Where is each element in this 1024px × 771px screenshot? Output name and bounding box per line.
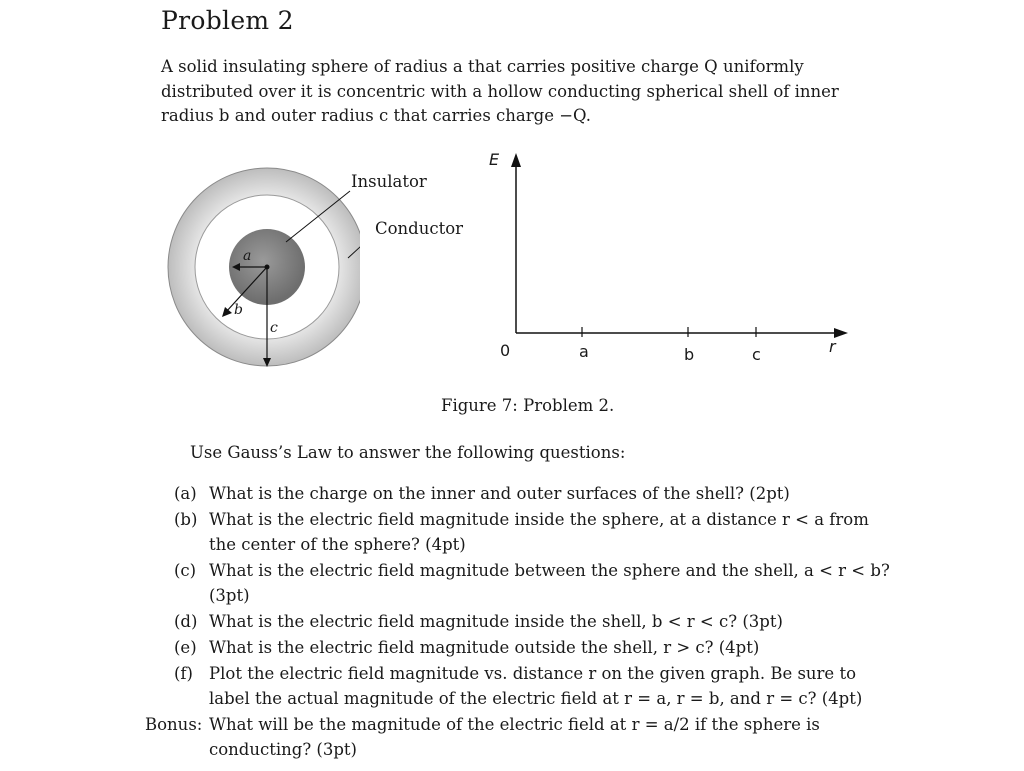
question-text: What is the electric field magnitude inside the sphere, at a distance r < a from the center of the sphere? (4pt) <box>209 510 869 554</box>
question-label: Bonus: <box>145 715 203 734</box>
radius-c-label: c <box>270 320 278 336</box>
question-label: (b) <box>174 510 198 529</box>
instructions: Use Gauss’s Law to answer the following questions: <box>190 443 626 462</box>
radius-a-label: a <box>243 248 252 264</box>
problem-title: Problem 2 <box>161 6 294 35</box>
question-text: What is the electric field magnitude outside the shell, r > c? (4pt) <box>209 638 760 657</box>
x-axis-label: r <box>829 337 836 356</box>
tick-label-c: c <box>752 345 761 364</box>
sphere-diagram <box>160 160 360 375</box>
y-axis-label: E <box>489 150 500 169</box>
problem-statement: A solid insulating sphere of radius a that carries positive charge Q uniformly distributed over it is concentric with a hollow conducting spherical shell of inner radius b and outer radius c that carries charge −Q. <box>161 57 839 125</box>
field-graph <box>480 145 860 345</box>
figure-caption: Figure 7: Problem 2. <box>441 396 615 415</box>
tick-label-a: a <box>579 342 589 361</box>
question-label: (c) <box>174 561 197 580</box>
question-text: What will be the magnitude of the electric field at r = a/2 if the sphere is conducting? (3pt) <box>209 715 820 759</box>
question-label: (d) <box>174 612 198 631</box>
question-text: Plot the electric field magnitude vs. distance r on the given graph. Be sure to label the actual magnitude of the electric field at r = a, r = b, and r = c? (4pt) <box>209 664 863 708</box>
question-text: What is the charge on the inner and outer surfaces of the shell? (2pt) <box>209 484 790 503</box>
conductor-label: Conductor <box>375 219 464 238</box>
x-axis-arrowhead <box>834 328 848 338</box>
radius-b-label: b <box>234 302 243 318</box>
tick-label-b: b <box>684 345 695 364</box>
insulator-label: Insulator <box>351 172 427 191</box>
question-label: (a) <box>174 484 197 503</box>
question-label: (f) <box>174 664 193 683</box>
origin-label: 0 <box>500 341 511 360</box>
question-text: What is the electric field magnitude inside the shell, b < r < c? (3pt) <box>209 612 783 631</box>
y-axis-arrowhead <box>511 153 521 167</box>
question-label: (e) <box>174 638 197 657</box>
question-text: What is the electric field magnitude between the sphere and the shell, a < r < b? (3pt) <box>209 561 890 605</box>
